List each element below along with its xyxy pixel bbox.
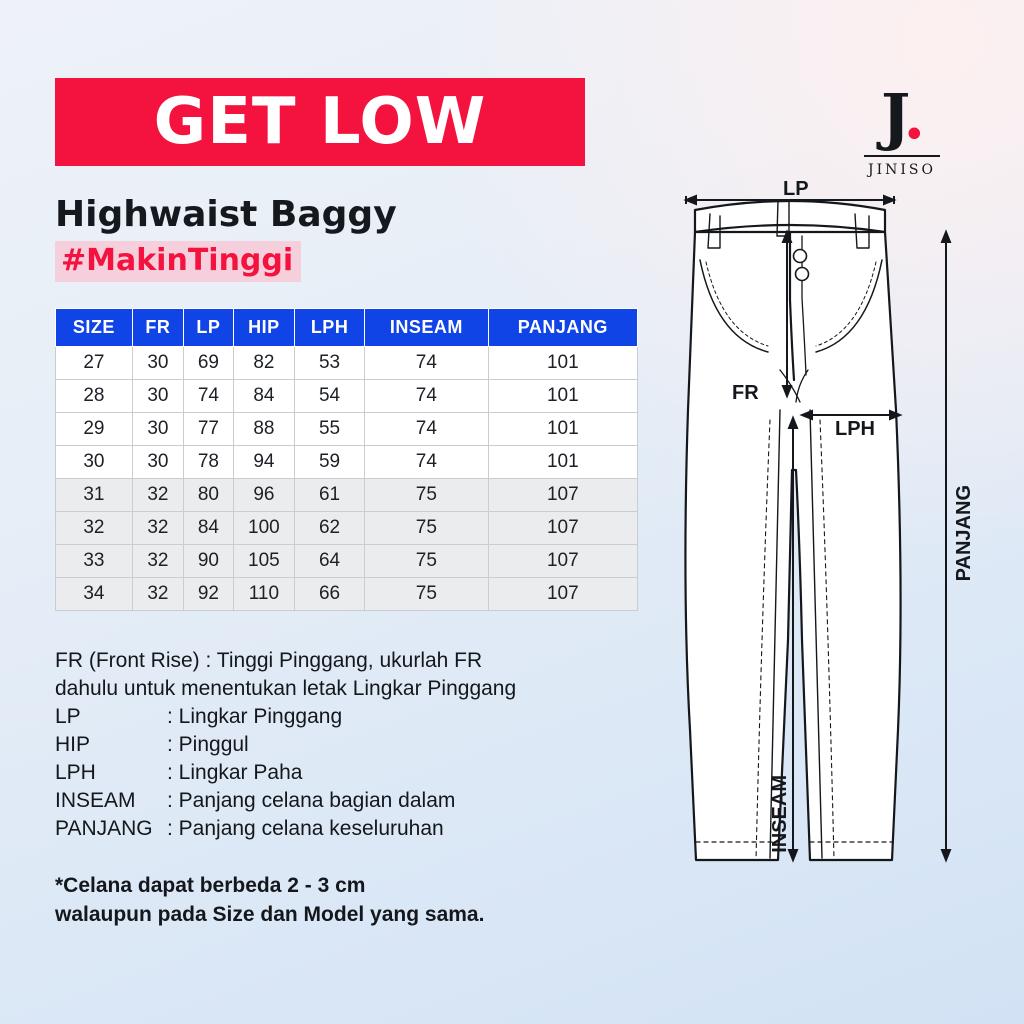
headline-title: GET LOW: [153, 85, 487, 159]
cell-size: 29: [56, 413, 133, 446]
cell-size: 30: [56, 446, 133, 479]
cell-lp: 90: [184, 545, 234, 578]
table-row: [56, 446, 638, 479]
cell-fr: 30: [132, 347, 183, 380]
pants-diagram: [650, 170, 1010, 910]
product-subtitle: Highwaist Baggy: [55, 194, 397, 235]
cell-fr: 32: [132, 545, 183, 578]
column-header-hip: HIP: [233, 309, 294, 347]
cell-lph: 64: [295, 545, 365, 578]
cell-hip: 82: [233, 347, 294, 380]
legend-item-inseam: [55, 787, 655, 815]
cell-panjang: 101: [488, 413, 637, 446]
cell-inseam: 74: [365, 446, 489, 479]
legend-key: LP: [55, 704, 81, 728]
cell-fr: 30: [132, 380, 183, 413]
brand-mark-dot: .: [903, 80, 924, 153]
brand-mark-letter: J: [880, 80, 904, 153]
legend-item-lp: [55, 703, 655, 731]
cell-lph: 59: [295, 446, 365, 479]
legend-item-panjang: [55, 815, 655, 843]
cell-inseam: 75: [365, 479, 489, 512]
table-row: [56, 578, 638, 611]
label-lph: LPH: [835, 418, 875, 440]
cell-size: 31: [56, 479, 133, 512]
table-row: [56, 413, 638, 446]
hashtag-wrap: [55, 241, 655, 282]
column-header-panjang: PANJANG: [488, 309, 637, 347]
table-row: [56, 347, 638, 380]
cell-inseam: 75: [365, 545, 489, 578]
cell-lp: 84: [184, 512, 234, 545]
cell-lp: 92: [184, 578, 234, 611]
label-fr: FR: [732, 382, 759, 404]
legend-value: : Pinggul: [167, 732, 249, 756]
legend-key: LPH: [55, 760, 96, 784]
legend-fr-line1: FR (Front Rise) : Tinggi Pinggang, ukurlah FR: [55, 649, 483, 672]
brand-logo: [842, 80, 962, 178]
table-row: [56, 545, 638, 578]
cell-lph: 66: [295, 578, 365, 611]
cell-fr: 32: [132, 512, 183, 545]
legend: [55, 647, 655, 842]
note-line-1: *Celana dapat berbeda 2 - 3 cm: [55, 874, 366, 898]
legend-value: : Panjang celana bagian dalam: [167, 788, 456, 812]
cell-lph: 55: [295, 413, 365, 446]
size-table: [55, 308, 638, 611]
column-header-inseam: INSEAM: [365, 309, 489, 347]
cell-panjang: 101: [488, 380, 637, 413]
cell-lp: 69: [184, 347, 234, 380]
legend-value: : Lingkar Pinggang: [167, 704, 343, 728]
label-inseam: INSEAM: [769, 775, 791, 853]
cell-hip: 88: [233, 413, 294, 446]
label-panjang: PANJANG: [953, 485, 975, 582]
headline-banner: [55, 78, 585, 166]
cell-inseam: 75: [365, 512, 489, 545]
cell-lp: 74: [184, 380, 234, 413]
cell-inseam: 75: [365, 578, 489, 611]
cell-inseam: 74: [365, 347, 489, 380]
legend-item-lph: [55, 759, 655, 787]
legend-key: HIP: [55, 732, 91, 756]
cell-lph: 61: [295, 479, 365, 512]
table-header-row: [56, 309, 638, 347]
cell-lph: 54: [295, 380, 365, 413]
campaign-hashtag: #MakinTinggi: [55, 241, 301, 282]
cell-lph: 62: [295, 512, 365, 545]
cell-panjang: 107: [488, 479, 637, 512]
cell-size: 27: [56, 347, 133, 380]
cell-panjang: 107: [488, 512, 637, 545]
table-row: [56, 512, 638, 545]
cell-inseam: 74: [365, 413, 489, 446]
table-row: [56, 479, 638, 512]
cell-hip: 94: [233, 446, 294, 479]
column-header-size: SIZE: [56, 309, 133, 347]
legend-value: : Lingkar Paha: [167, 760, 303, 784]
cell-panjang: 101: [488, 446, 637, 479]
cell-hip: 105: [233, 545, 294, 578]
column-header-lph: LPH: [295, 309, 365, 347]
disclaimer-note: [55, 872, 655, 929]
note-line-2: walaupun pada Size dan Model yang sama.: [55, 902, 485, 926]
legend-value: : Panjang celana keseluruhan: [167, 816, 444, 840]
cell-panjang: 107: [488, 578, 637, 611]
legend-key: PANJANG: [55, 816, 153, 840]
legend-fr-line2: dahulu untuk menentukan letak Lingkar Pinggang: [55, 676, 517, 700]
cell-fr: 30: [132, 446, 183, 479]
cell-fr: 32: [132, 479, 183, 512]
legend-item-hip: [55, 731, 655, 759]
cell-lp: 78: [184, 446, 234, 479]
cell-size: 33: [56, 545, 133, 578]
brand-mark: [842, 80, 962, 153]
cell-hip: 84: [233, 380, 294, 413]
cell-size: 32: [56, 512, 133, 545]
cell-panjang: 101: [488, 347, 637, 380]
legend-key: INSEAM: [55, 788, 136, 812]
table-row: [56, 380, 638, 413]
label-lp: LP: [783, 178, 809, 200]
cell-size: 28: [56, 380, 133, 413]
brand-wordmark: JINISO: [868, 161, 936, 178]
cell-lp: 77: [184, 413, 234, 446]
brand-divider: [864, 155, 940, 157]
cell-hip: 100: [233, 512, 294, 545]
cell-lph: 53: [295, 347, 365, 380]
cell-fr: 32: [132, 578, 183, 611]
column-header-lp: LP: [184, 309, 234, 347]
column-header-fr: FR: [132, 309, 183, 347]
cell-panjang: 107: [488, 545, 637, 578]
cell-fr: 30: [132, 413, 183, 446]
cell-size: 34: [56, 578, 133, 611]
cell-hip: 96: [233, 479, 294, 512]
cell-hip: 110: [233, 578, 294, 611]
cell-inseam: 74: [365, 380, 489, 413]
cell-lp: 80: [184, 479, 234, 512]
left-column: [55, 78, 655, 929]
